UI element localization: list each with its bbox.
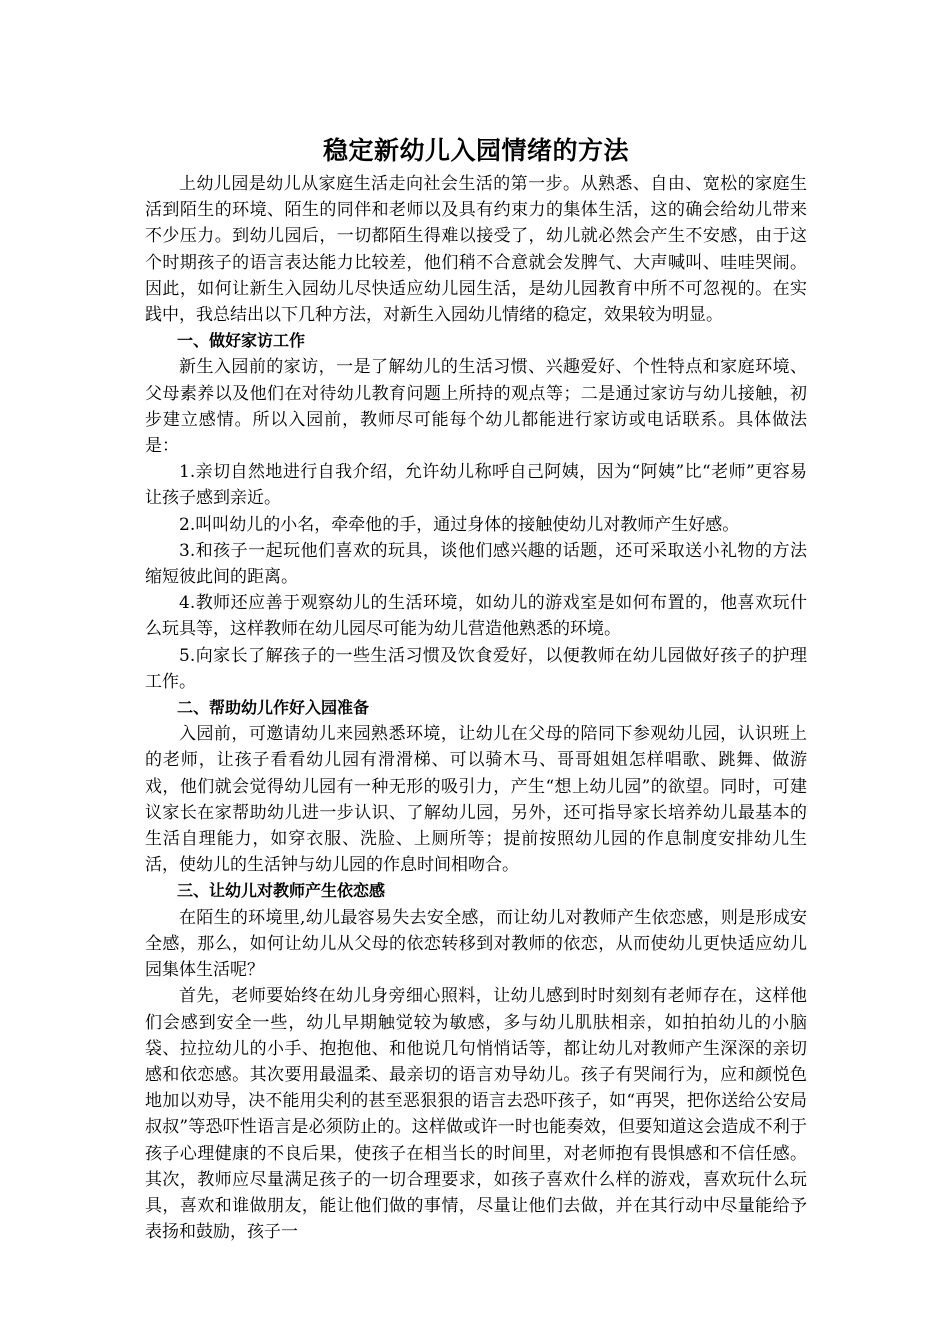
list-item-4: 4.教师还应善于观察幼儿的生活环境，如幼儿的游戏室是如何布置的，他喜欢玩什么玩具等，这样教师在幼儿园尽可能为幼儿营造他熟悉的环境。 (145, 593, 807, 640)
list-item-1: 1.亲切自然地进行自我介绍，允许幼儿称呼自己阿姨，因为“阿姨”比“老师”更容易让孩子感到亲近。 (145, 462, 807, 509)
section-heading-preparation: 二、帮助幼儿作好入园准备 (177, 698, 370, 718)
preparation-paragraph: 入园前，可邀请幼儿来园熟悉环境，让幼儿在父母的陪同下参观幼儿园，认识班上的老师，让孩子看看幼儿园有滑滑梯、可以骑木马、哥哥姐姐怎样唱歌、跳舞、做游戏，他们就会觉得幼儿园有一种无形的吸引力，产生“想上幼儿园”的欲望。同时，可建议家长在家帮助幼儿进一步认识、了解幼儿园，另外，还可指导家长培养幼儿最基本的生活自理能力，如穿衣服、洗脸、上厕所等；提前按照幼儿园的作息制度安排幼儿生活，使幼儿的生活钟与幼儿园的作息时间相吻合。 (145, 724, 807, 876)
list-item-3: 3.和孩子一起玩他们喜欢的玩具，谈他们感兴趣的话题，还可采取送小礼物的方法缩短彼此间的距离。 (145, 540, 807, 588)
list-item-2: 2.叫叫幼儿的小名，牵牵他的手，通过身体的接触使幼儿对教师产生好感。 (179, 514, 740, 535)
attachment-paragraph-1: 在陌生的环境里,幼儿最容易失去安全感，而让幼儿对教师产生依恋感，则是形成安全感，那么，如何让幼儿从父母的依恋转移到对教师的依恋，从而使幼儿更快适应幼儿园集体生活呢？ (145, 907, 807, 981)
list-item-5: 5.向家长了解孩子的一些生活习惯及饮食爱好，以便教师在幼儿园做好孩子的护理工作。 (145, 645, 807, 692)
attachment-paragraph-2: 首先，老师要始终在幼儿身旁细心照料，让幼儿感到时时刻刻有老师存在，这样他们会感到安全一些，幼儿早期触觉较为敏感，多与幼儿肌肤相亲，如拍拍幼儿的小脑袋、拉拉幼儿的小手、抱抱他、和他说几句悄悄话等，都让幼儿对教师产生深深的亲切感和依恋感。其次要用最温柔、最亲切的语言劝导幼儿。孩子有哭闹行为，应和颜悦色地加以劝导，决不能用尖利的甚至恶狠狠的语言去恐吓孩子，如“再哭，把你送给公安局叔叔”等恐吓性语言是必须防止的。这样做或许一时也能奏效，但要知道这会造成不利于孩子心理健康的不良后果，使孩子在相当长的时间里，对老师抱有畏惧感和不信任感。其次，教师应尽量满足孩子的一切合理要求，如孩子喜欢什么样的游戏，喜欢玩什么玩具，喜欢和谁做朋友，能让他们做的事情，尽量让他们去做，并在其行动中尽量能给予表扬和鼓励，孩子一 (145, 986, 807, 1243)
intro-paragraph: 上幼儿园是幼儿从家庭生活走向社会生活的第一步。从熟悉、自由、宽松的家庭生活到陌生的环境、陌生的同伴和老师以及具有约束力的集体生活，这的确会给幼儿带来不少压力。到幼儿园后，一切都陌生得难以接受了，幼儿就必然会产生不安感，由于这个时期孩子的语言表达能力比较差，他们稍不合意就会发脾气、大声喊叫、哇哇哭闹。因此，如何让新生入园幼儿尽快适应幼儿园生活，是幼儿园教育中所不可忽视的。在实践中，我总结出以下几种方法，对新生入园幼儿情绪的稳定，效果较为明显。 (145, 174, 807, 326)
section-heading-attachment: 三、让幼儿对教师产生依恋感 (177, 881, 386, 901)
document-body (145, 131, 807, 1245)
home-visit-paragraph: 新生入园前的家访，一是了解幼儿的生活习惯、兴趣爱好、个性特点和家庭环境、父母素养以及他们在对待幼儿教育问题上所持的观点等；二是通过家访与幼儿接触，初步建立感情。所以入园前，教师尽可能每个幼儿都能进行家访或电话联系。具体做法是： (145, 357, 807, 457)
section-heading-home-visit: 一、做好家访工作 (177, 331, 306, 351)
document-title: 稳定新幼儿入园情绪的方法 (322, 136, 629, 165)
